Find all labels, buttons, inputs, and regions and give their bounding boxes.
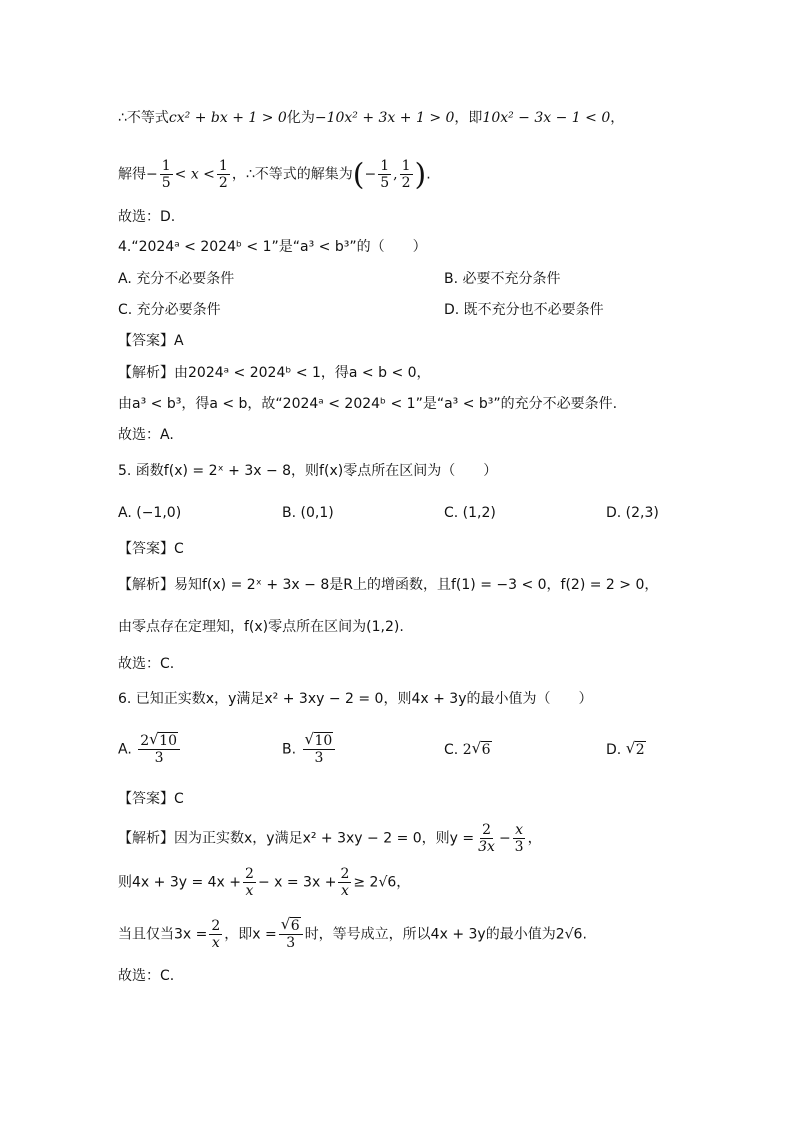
math-expression: < x <: [174, 166, 215, 183]
numerator: 2√ 10: [138, 733, 180, 750]
q4-option-a: A. 充分不必要条件: [118, 271, 235, 287]
numerator: x: [515, 822, 524, 838]
q4-option-d: D. 既不充分也不必要条件: [444, 302, 604, 318]
denominator: 3: [514, 839, 524, 855]
q6-option-b: [282, 733, 337, 766]
option-letter: D.: [606, 742, 622, 758]
q6-stem: 6. 已知正实数x，y满足x² + 3xy − 2 = 0，则4x + 3y的最小值为（ ）: [118, 691, 593, 707]
sqrt: [626, 740, 646, 760]
denominator: x: [245, 883, 254, 899]
q6-answer: 【答案】C: [118, 791, 184, 807]
text: 则4x + 3y = 4x +: [118, 874, 242, 891]
denominator: 3: [314, 750, 324, 766]
text: ，∴不等式的解集为: [231, 166, 353, 183]
q5-explanation-2: 由零点存在定理知，f(x)零点所在区间为(1,2).: [118, 619, 404, 635]
option-letter: B.: [282, 741, 297, 758]
q5-option-a: A. (−1,0): [118, 505, 182, 521]
option-letter: C.: [444, 742, 459, 758]
solution-line-1: [118, 108, 624, 128]
denominator: 2: [218, 175, 228, 191]
numerator: 1: [380, 158, 390, 174]
fraction: [243, 866, 256, 899]
fraction: [138, 733, 180, 766]
text: − x = 3x +: [257, 874, 337, 891]
q5-answer: 【答案】C: [118, 541, 184, 557]
option-letter: A.: [118, 741, 132, 758]
sqrt: [305, 733, 334, 749]
q4-answer: 【答案】A: [118, 333, 184, 349]
q6-option-c: [444, 740, 492, 760]
numerator: 2: [211, 918, 221, 934]
fraction: [338, 866, 351, 899]
sqrt: [472, 740, 492, 760]
denominator: x: [211, 935, 220, 951]
minus-sign: −: [146, 166, 158, 183]
q6-option-a: [118, 733, 182, 766]
q4-option-c: C. 充分必要条件: [118, 302, 221, 318]
numerator: 2: [482, 822, 491, 838]
text: ，即: [454, 110, 483, 126]
fraction: [303, 733, 336, 766]
q6-explanation-2: [118, 866, 410, 899]
numerator: 1: [218, 158, 228, 174]
q6-option-d: [606, 740, 646, 760]
q4-stem: 4.“2024ᵃ < 2024ᵇ < 1”是“a³ < b³”的（ ）: [118, 239, 427, 255]
fraction: [400, 158, 413, 191]
text: ，即x =: [224, 926, 277, 943]
text: ∴不等式: [118, 110, 169, 126]
numerator: [303, 733, 336, 750]
math-expression: cx² + bx + 1 > 0: [168, 110, 287, 126]
q5-stem: 5. 函数f(x) = 2ˣ + 3x − 8，则f(x)零点所在区间为（ ）: [118, 463, 498, 479]
denominator: 3: [286, 935, 296, 951]
fraction: [160, 158, 173, 191]
text: 时，等号成立，所以4x + 3y的最小值为2√6.: [304, 926, 587, 943]
solution-line-2: [118, 158, 431, 191]
left-paren: (: [352, 157, 365, 193]
q5-option-b: B. (0,1): [282, 505, 334, 521]
math-expression: 10x² − 3x − 1 < 0: [482, 110, 611, 126]
q4-explanation-2: 由a³ < b³，得a < b，故“2024ᵃ < 2024ᵇ < 1”是“a³ < b³”的充分不必要条件.: [118, 396, 618, 412]
comma: ,: [393, 166, 398, 183]
q6-selection: 故选：C.: [118, 968, 175, 984]
text: 【解析】因为正实数x，y满足x² + 3xy − 2 = 0，则y =: [118, 830, 475, 847]
numerator: [279, 918, 303, 935]
denominator: 5: [380, 175, 390, 191]
q6-explanation-1: [118, 822, 542, 855]
numerator: 2: [340, 866, 350, 882]
radicand: 10: [314, 733, 333, 749]
q5-explanation-1: 【解析】易知f(x) = 2ˣ + 3x − 8是R上的增函数，且f(1) = −3 < 0，f(2) = 2 > 0，: [118, 577, 659, 593]
q4-selection: 故选：A.: [118, 427, 174, 443]
q6-explanation-3: [118, 918, 587, 951]
q5-option-d: D. (2,3): [606, 505, 659, 521]
text: ，: [610, 110, 625, 126]
text: ≥ 2√6，: [353, 874, 411, 891]
q4-explanation-1: 【解析】由2024ᵃ < 2024ᵇ < 1，得a < b < 0，: [118, 365, 431, 381]
q5-option-c: C. (1,2): [444, 505, 496, 521]
fraction: [209, 918, 222, 951]
radicand: 6: [481, 742, 491, 758]
radicand: 6: [290, 918, 300, 934]
fraction: [378, 158, 391, 191]
period: .: [426, 166, 431, 183]
denominator: 2: [401, 175, 411, 191]
fraction: [513, 822, 526, 855]
numerator: 2: [245, 866, 254, 882]
numerator: 1: [161, 158, 171, 174]
math-expression: −10x² + 3x + 1 > 0: [314, 110, 455, 126]
fraction: [476, 822, 497, 855]
fraction: [217, 158, 230, 191]
denominator: 3x: [478, 839, 495, 855]
q3-selection: 故选：D.: [118, 209, 176, 225]
minus-sign: −: [498, 830, 511, 847]
coefficient: 2: [462, 742, 472, 758]
minus-sign: −: [364, 166, 377, 183]
fraction: [279, 918, 303, 951]
denominator: 3: [154, 750, 164, 766]
radicand: 2: [635, 742, 645, 758]
q5-selection: 故选：C.: [118, 656, 175, 672]
q4-option-b: B. 必要不充分条件: [444, 271, 561, 287]
sqrt: [149, 733, 178, 749]
text: 解得: [118, 166, 146, 183]
right-paren: ): [414, 157, 427, 193]
comma: ，: [527, 830, 542, 847]
denominator: 5: [161, 175, 171, 191]
radicand: 10: [159, 733, 177, 749]
numerator: 1: [401, 158, 411, 174]
text: 化为: [286, 110, 315, 126]
denominator: x: [340, 883, 349, 899]
text: 当且仅当3x =: [118, 926, 208, 943]
sqrt: [281, 918, 301, 934]
